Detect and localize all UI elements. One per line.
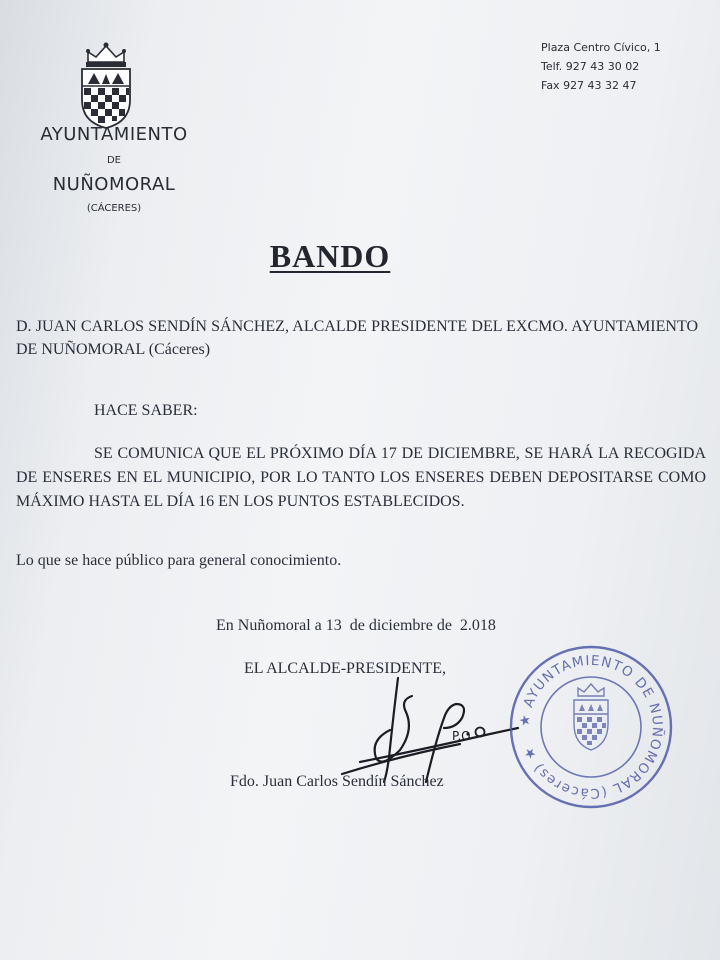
municipality-line1: AYUNTAMIENTO <box>40 124 188 145</box>
contact-block <box>541 38 661 95</box>
document-title: BANDO <box>269 238 391 274</box>
contact-fax: Fax 927 43 32 47 <box>541 79 637 92</box>
municipality-line4: (CÁCERES) <box>86 203 142 214</box>
municipality-header <box>14 124 214 214</box>
contact-address: Plaza Centro Cívico, 1 <box>541 41 661 54</box>
signed-by: Fdo. Juan Carlos Sendín Sánchez <box>230 773 444 790</box>
seal-text: ★ AYUNTAMIENTO DE NUÑOMORAL (Cáceres) ★ <box>516 652 666 802</box>
municipality-line3: NUÑOMORAL <box>52 174 176 195</box>
official-seal <box>508 644 674 810</box>
coat-of-arms-icon <box>74 40 138 130</box>
body-paragraph: SE COMUNICA QUE EL PRÓXIMO DÍA 17 DE DICIEMBRE, SE HARÁ LA RECOGIDA DE ENSERES EN EL MUNICIPIO, POR LO TANTO LOS ENSERES DEBEN DEPOSITARSE COMO MÁXIMO HASTA EL DÍA 16 EN LOS PUNTOS ESTABLECIDOS. <box>16 445 706 510</box>
signature-initials: P.O <box>452 729 471 743</box>
svg-text:★ AYUNTAMIENTO DE NUÑOMORAL (C <box>517 653 666 801</box>
date-line: En Nuñomoral a 13 de diciembre de 2.018 <box>216 617 496 634</box>
signer-role: EL ALCALDE-PRESIDENTE, <box>244 660 447 677</box>
issuer-paragraph: D. JUAN CARLOS SENDÍN SÁNCHEZ, ALCALDE PRESIDENTE DEL EXCMO. AYUNTAMIENTO DE NUÑOMORAL (Cáceres) <box>16 318 698 358</box>
municipality-line2: DE <box>106 155 122 166</box>
contact-phone: Telf. 927 43 30 02 <box>541 60 640 73</box>
announce-heading: HACE SABER: <box>94 402 198 419</box>
public-notice: Lo que se hace público para general conocimiento. <box>16 552 342 569</box>
